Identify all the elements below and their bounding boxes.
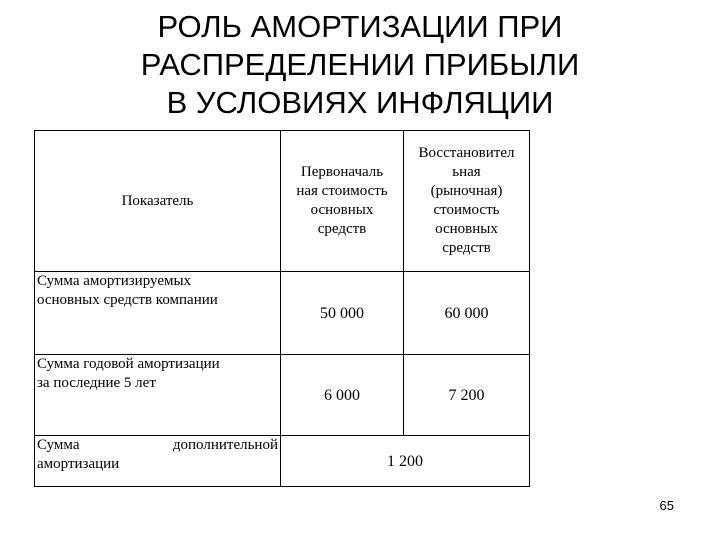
row-label [35, 272, 281, 355]
header-restoration-line: Восстановител [418, 145, 515, 161]
header-original-line: средств [317, 221, 367, 237]
header-indicator [35, 131, 281, 272]
header-original-line: ная стоимость [296, 183, 388, 199]
header-original-line: Первоначаль [300, 164, 384, 180]
row-label-line: Сумма годовой амортизации [37, 356, 220, 372]
row-label-line: основных средств компании [37, 292, 218, 308]
row-label-line: Сумма амортизируемых [37, 273, 192, 289]
header-restoration-line: основных [435, 221, 498, 237]
depreciation-table [34, 130, 530, 487]
header-restoration-line: ьная [452, 164, 481, 180]
row-label-line: за последние 5 лет [37, 375, 156, 391]
header-restoration-line: средств [442, 240, 491, 256]
header-restoration-cost [404, 131, 530, 272]
row-label-word: дополнительной [172, 437, 278, 453]
slide-title [0, 8, 720, 122]
title-line-3: В УСЛОВИЯХ ИНФЛЯЦИИ [166, 85, 554, 120]
row-label-line: амортизации [37, 456, 120, 472]
title-line-2: РАСПРЕДЕЛЕНИИ ПРИБЫЛИ [140, 47, 580, 82]
header-original-line: основных [310, 202, 374, 218]
restoration-cost-value: 60 000 [404, 272, 530, 355]
header-restoration-line: (рыночная) [430, 183, 503, 199]
restoration-cost-value: 7 200 [404, 355, 530, 436]
original-cost-value: 50 000 [281, 272, 404, 355]
table-header-row [35, 131, 530, 272]
table-row [35, 272, 530, 355]
header-indicator-label: Показатель [121, 192, 194, 209]
title-line-1: РОЛЬ АМОРТИЗАЦИИ ПРИ [157, 9, 563, 44]
additional-depreciation-value: 1 200 [281, 436, 530, 487]
slide-number: 65 [659, 498, 674, 513]
row-label [35, 355, 281, 436]
row-label-line [37, 436, 278, 455]
table-row [35, 436, 530, 487]
table-row [35, 355, 530, 436]
row-label-word: Сумма [37, 437, 80, 453]
row-label [35, 436, 281, 487]
original-cost-value: 6 000 [281, 355, 404, 436]
header-original-cost [281, 131, 404, 272]
header-restoration-line: стоимость [433, 202, 500, 218]
